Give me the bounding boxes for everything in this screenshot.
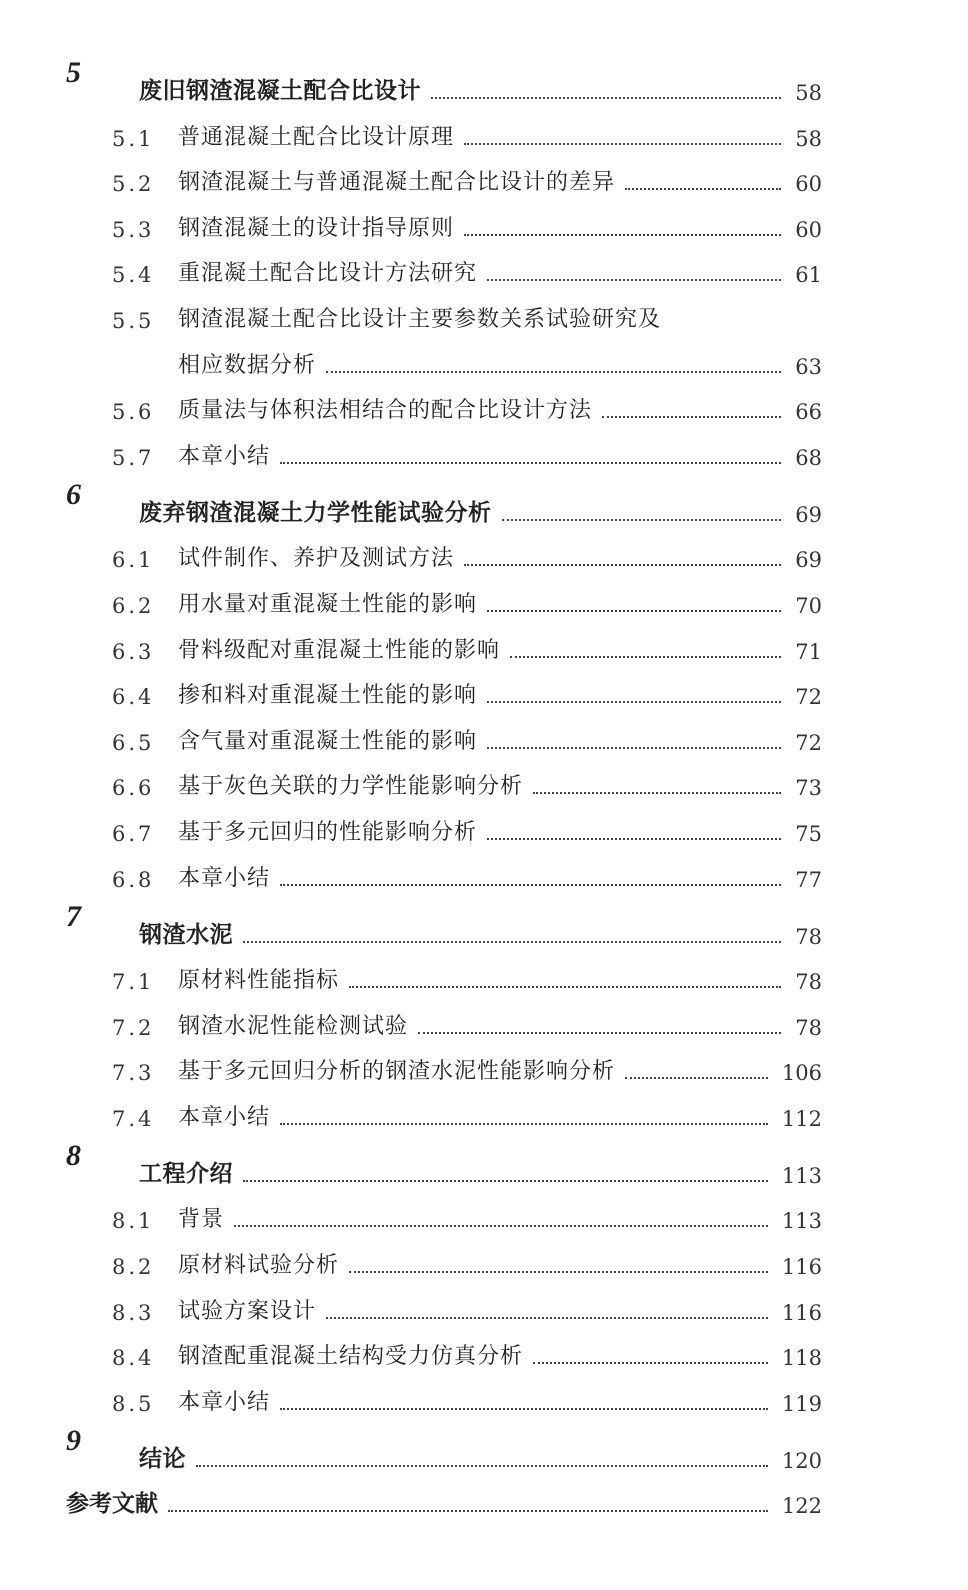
toc-section-continuation[interactable]: [0, 339, 968, 385]
section-number: 5.4: [112, 263, 155, 288]
page-number: 113: [781, 1209, 822, 1234]
section-number: 5.2: [112, 172, 155, 197]
page-number: 78: [795, 924, 822, 949]
dot-leader: [243, 941, 781, 943]
dot-leader: [625, 1077, 768, 1079]
page-number: 69: [795, 502, 822, 527]
section-number: 8.5: [112, 1391, 155, 1416]
section-title: 试验方案设计: [178, 1298, 317, 1324]
page-number: 75: [795, 821, 822, 846]
toc-bibliography-row[interactable]: [0, 1479, 968, 1525]
dot-leader: [487, 610, 781, 612]
page-number: 112: [781, 1106, 822, 1131]
page-number: 120: [781, 1448, 822, 1473]
dot-leader: [487, 747, 781, 749]
chapter-number: 9: [66, 1423, 81, 1457]
toc-section-row[interactable]: [0, 533, 968, 579]
toc-chapter-row[interactable]: [0, 1137, 968, 1194]
dot-leader: [349, 1271, 768, 1273]
section-number: 8.4: [112, 1346, 155, 1371]
section-title: 本章小结: [178, 1104, 271, 1130]
page-number: 113: [781, 1163, 822, 1188]
dot-leader: [464, 143, 781, 145]
dot-leader: [464, 234, 781, 236]
toc-section-row[interactable]: [0, 385, 968, 431]
chapter-title: 结论: [139, 1444, 186, 1472]
page-number: 78: [795, 970, 822, 995]
chapter-number: 6: [66, 477, 81, 511]
section-number: 6.8: [112, 867, 155, 892]
page-number: 70: [795, 593, 822, 618]
section-title: 含气量对重混凝土性能的影响: [178, 728, 478, 754]
page-number: 118: [781, 1346, 822, 1371]
section-number: 8.3: [112, 1300, 155, 1325]
dot-leader: [349, 986, 781, 988]
section-number: 7.4: [112, 1106, 155, 1131]
page-number: 77: [795, 867, 822, 892]
toc-section-row[interactable]: [0, 1091, 968, 1137]
section-title: 钢渣混凝土配合比设计主要参数关系试验研究及: [178, 306, 662, 332]
section-number: 7.3: [112, 1061, 155, 1086]
dot-leader: [418, 1032, 781, 1034]
section-title: 本章小结: [178, 443, 271, 469]
section-title: 钢渣混凝土与普通混凝土配合比设计的差异: [178, 170, 616, 196]
table-of-contents: [0, 54, 968, 1524]
dot-leader: [625, 188, 781, 190]
dot-leader: [502, 519, 782, 521]
dot-leader: [487, 838, 781, 840]
toc-section-row[interactable]: [0, 293, 968, 339]
toc-section-row[interactable]: [0, 670, 968, 716]
section-title: 原材料试验分析: [178, 1253, 340, 1279]
section-title: 质量法与体积法相结合的配合比设计方法: [178, 398, 593, 424]
toc-section-row[interactable]: [0, 248, 968, 294]
toc-section-row[interactable]: [0, 578, 968, 624]
dot-leader: [234, 1225, 768, 1227]
dot-leader: [602, 416, 781, 418]
chapter-title: 钢渣水泥: [139, 920, 233, 948]
section-title: 重混凝土配合比设计方法研究: [178, 261, 478, 287]
page-number: 73: [795, 776, 822, 801]
chapter-title: 工程介绍: [139, 1159, 233, 1187]
chapter-number: 8: [66, 1138, 81, 1172]
dot-leader: [280, 1408, 768, 1410]
toc-section-row[interactable]: [0, 715, 968, 761]
dot-leader: [431, 97, 781, 99]
toc-section-row[interactable]: [0, 1239, 968, 1285]
toc-section-row[interactable]: [0, 806, 968, 852]
page-number: 71: [795, 639, 822, 664]
section-title: 相应数据分析: [178, 352, 317, 378]
page-number: 122: [781, 1494, 822, 1519]
toc-chapter-row[interactable]: [0, 54, 968, 111]
toc-chapter-row[interactable]: [0, 898, 968, 955]
page-number: 116: [781, 1255, 822, 1280]
dot-leader: [168, 1510, 768, 1512]
section-title: 普通混凝土配合比设计原理: [178, 124, 455, 150]
section-title: 钢渣混凝土的设计指导原则: [178, 215, 455, 241]
section-number: 8.2: [112, 1255, 155, 1280]
page-number: 106: [781, 1061, 822, 1086]
dot-leader: [280, 462, 781, 464]
section-title: 试件制作、养护及测试方法: [178, 546, 455, 572]
section-number: 6.6: [112, 776, 155, 801]
section-title: 原材料性能指标: [178, 968, 340, 994]
section-title: 用水量对重混凝土性能的影响: [178, 591, 478, 617]
dot-leader: [464, 564, 781, 566]
section-number: 6.1: [112, 548, 155, 573]
toc-section-row[interactable]: [0, 1285, 968, 1331]
chapter-number: 5: [66, 56, 81, 89]
section-title: 基于多元回归的性能影响分析: [178, 819, 478, 845]
section-title: 背景: [178, 1207, 225, 1233]
toc-section-row[interactable]: [0, 157, 968, 203]
section-number: 6.2: [112, 593, 155, 618]
section-title: 骨料级配对重混凝土性能的影响: [178, 637, 501, 663]
section-number: 5.6: [112, 400, 155, 425]
page-number: 69: [795, 548, 822, 573]
page-number: 78: [795, 1015, 822, 1040]
toc-section-row[interactable]: [0, 1331, 968, 1377]
dot-leader: [510, 656, 781, 658]
toc-section-row[interactable]: [0, 761, 968, 807]
dot-leader: [243, 1180, 768, 1182]
section-number: 5.3: [112, 217, 155, 242]
toc-section-row[interactable]: [0, 852, 968, 898]
dot-leader: [326, 371, 781, 373]
toc-section-row[interactable]: [0, 1046, 968, 1092]
toc-section-row[interactable]: [0, 624, 968, 670]
page-number: 119: [781, 1391, 822, 1416]
toc-section-row[interactable]: [0, 1000, 968, 1046]
toc-section-row[interactable]: [0, 955, 968, 1001]
section-title: 本章小结: [178, 865, 271, 891]
chapter-title: 废弃钢渣混凝土力学性能试验分析: [139, 498, 492, 526]
section-title: 基于灰色关联的力学性能影响分析: [178, 774, 524, 800]
page-number: 63: [795, 354, 822, 379]
section-number: 8.1: [112, 1209, 155, 1234]
section-title: 钢渣水泥性能检测试验: [178, 1013, 409, 1039]
dot-leader: [487, 279, 781, 281]
dot-leader: [326, 1317, 768, 1319]
dot-leader: [280, 884, 781, 886]
section-title: 基于多元回归分析的钢渣水泥性能影响分析: [178, 1059, 616, 1085]
section-title: 掺和料对重混凝土性能的影响: [178, 683, 478, 709]
toc-section-row[interactable]: [0, 1376, 968, 1422]
page-number: 68: [795, 445, 822, 470]
section-number: 6.3: [112, 639, 155, 664]
section-title: 钢渣配重混凝土结构受力仿真分析: [178, 1344, 524, 1370]
section-number: 5.5: [112, 308, 155, 333]
dot-leader: [196, 1465, 768, 1467]
section-number: 6.7: [112, 821, 155, 846]
dot-leader: [487, 701, 781, 703]
chapter-title: 废旧钢渣混凝土配合比设计: [139, 77, 421, 104]
toc-section-row[interactable]: [0, 111, 968, 157]
page-number: 60: [795, 217, 822, 242]
page-number: 61: [795, 263, 822, 288]
section-number: 5.7: [112, 445, 155, 470]
dot-leader: [280, 1123, 768, 1125]
toc-section-row[interactable]: [0, 430, 968, 476]
page-number: 72: [795, 730, 822, 755]
bibliography-title: 参考文献: [66, 1490, 158, 1518]
section-title: 本章小结: [178, 1389, 271, 1415]
dot-leader: [533, 1362, 768, 1364]
toc-chapter-row[interactable]: [0, 476, 968, 533]
section-number: 6.5: [112, 730, 155, 755]
toc-section-row[interactable]: [0, 202, 968, 248]
page-number: 72: [795, 685, 822, 710]
section-number: 6.4: [112, 685, 155, 710]
chapter-number: 7: [66, 899, 81, 933]
section-number: 7.1: [112, 970, 155, 995]
page-number: 116: [781, 1300, 822, 1325]
section-number: 5.1: [112, 126, 155, 151]
page-number: 66: [795, 400, 822, 425]
page-number: 58: [795, 126, 822, 151]
page-number: 58: [795, 81, 822, 105]
page-number: 60: [795, 172, 822, 197]
dot-leader: [533, 792, 781, 794]
toc-chapter-row[interactable]: [0, 1422, 968, 1479]
section-number: 7.2: [112, 1015, 155, 1040]
toc-section-row[interactable]: [0, 1194, 968, 1240]
